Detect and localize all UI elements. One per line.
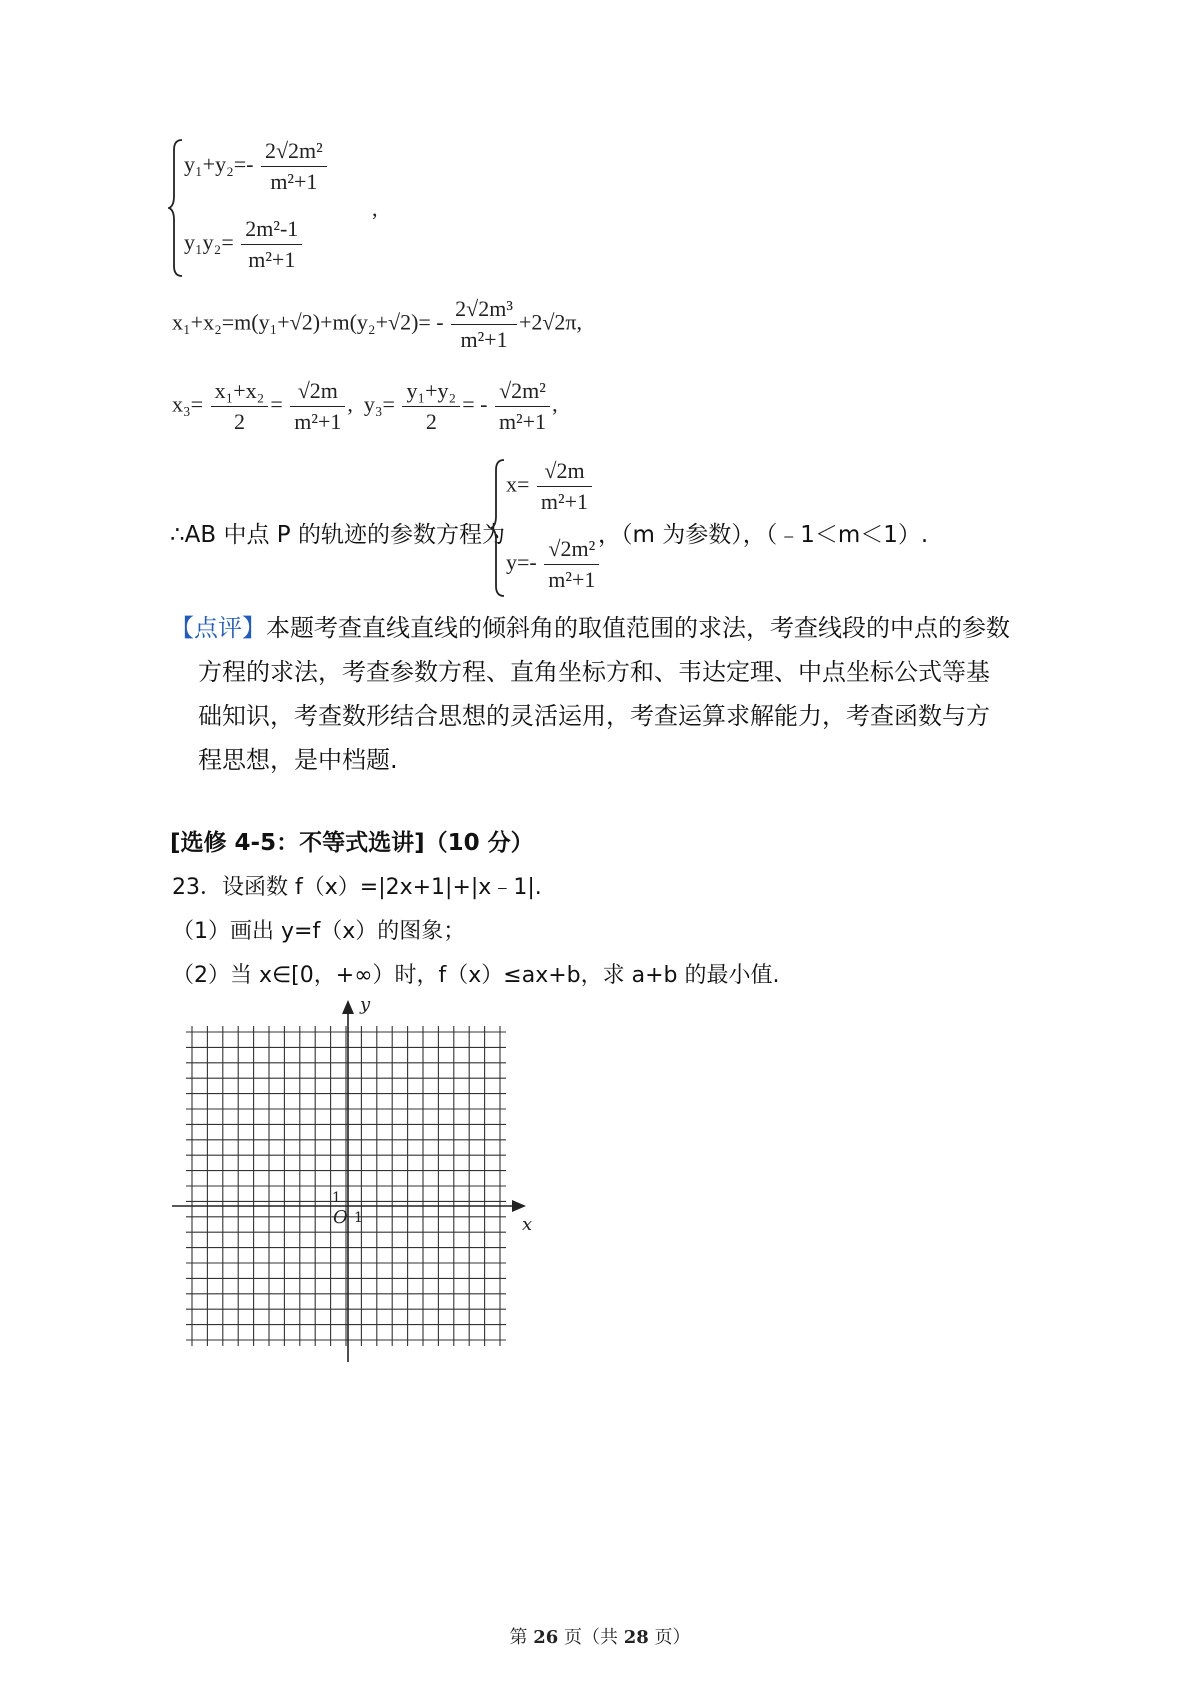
origin-label: O xyxy=(333,1207,348,1228)
left-brace-icon xyxy=(490,458,506,598)
x-axis-label: x xyxy=(522,1214,533,1235)
parametric-suffix: ，（m 为参数），（﹣1＜m＜1）. xyxy=(598,522,929,548)
equation-sum-x: x₁+x₂=m(y₁+√2)+m(y₂+√2)= - $\frac{\text{2√2m³}}{\text{m²+1}}$ +2√2π, xyxy=(172,296,583,352)
comment-tag: 【点评】 xyxy=(170,614,266,642)
unit-y-label: 1 xyxy=(332,1190,341,1206)
comment-line-2: 方程的求法，考查参数方程、直角坐标方和、韦达定理、中点坐标公式等基 xyxy=(198,658,990,686)
left-brace-icon xyxy=(168,138,184,278)
y-axis xyxy=(342,1000,354,1362)
parametric-y: y=- $\frac{\text{√2m²}}{\text{m²+1}}$ xyxy=(506,536,601,593)
equation-sum-y: y₁+y₂=- $\frac{\text{2√2m²}}{\text{m²+1}}$ xyxy=(184,138,329,195)
unit-x-label: 1 xyxy=(354,1210,363,1226)
y-axis-label: y xyxy=(360,994,371,1015)
comment-line-1: 【点评】本题考查直线直线的倾斜角的取值范围的求法，考查线段的中点的参数 xyxy=(170,614,1010,642)
coordinate-grid-figure xyxy=(170,994,550,1364)
problem-part-1: （1）画出 y=f（x）的图象； xyxy=(172,919,466,944)
parametric-x: x= $\frac{√2m}{\text{m²+1}}$ xyxy=(506,458,594,515)
comment-line-4: 程思想，是中档题. xyxy=(198,746,398,774)
system-brace-1 xyxy=(168,138,184,278)
equation-midpoint: x₃= $\frac{\text{x₁+x₂}}{2}$ = $\frac{√2m}{\text{m²+1}}$ , y₃= $\frac{\text{y₁+y₂}}{2}$ = - $\frac{\text{√2m²}}{\text{m²+1}}$ , xyxy=(172,378,558,434)
problem-part-2: （2）当 x∈[0，+∞）时，f（x）≤ax+b，求 a+b 的最小值. xyxy=(172,963,780,988)
grid-lines xyxy=(186,1026,506,1346)
comment-line-3: 础知识，考查数形结合思想的灵活运用，考查运算求解能力，考查函数与方 xyxy=(198,702,990,730)
current-page-number: 26 xyxy=(533,1627,559,1648)
page-footer: 第 26 页（共 28 页） xyxy=(509,1627,691,1648)
y-axis-arrow-icon xyxy=(342,1000,354,1014)
section-heading: [选修 4-5：不等式选讲]（10 分） xyxy=(170,830,534,856)
equation-product-y: y₁y₂= $\frac{\text{2m²-1}}{\text{m²+1}}$ xyxy=(184,216,304,273)
problem-stem: 23．设函数 f（x）=|2x+1|+|x﹣1|. xyxy=(172,875,542,900)
total-page-count: 28 xyxy=(623,1627,649,1648)
comment-block xyxy=(170,606,1010,782)
parametric-prefix: ∴AB 中点 P 的轨迹的参数方程为 xyxy=(170,522,505,548)
problem-number: 23． xyxy=(172,875,222,900)
x-axis-arrow-icon xyxy=(512,1200,526,1212)
trailing-comma-1: , xyxy=(372,196,378,221)
system-brace-2 xyxy=(490,458,506,598)
